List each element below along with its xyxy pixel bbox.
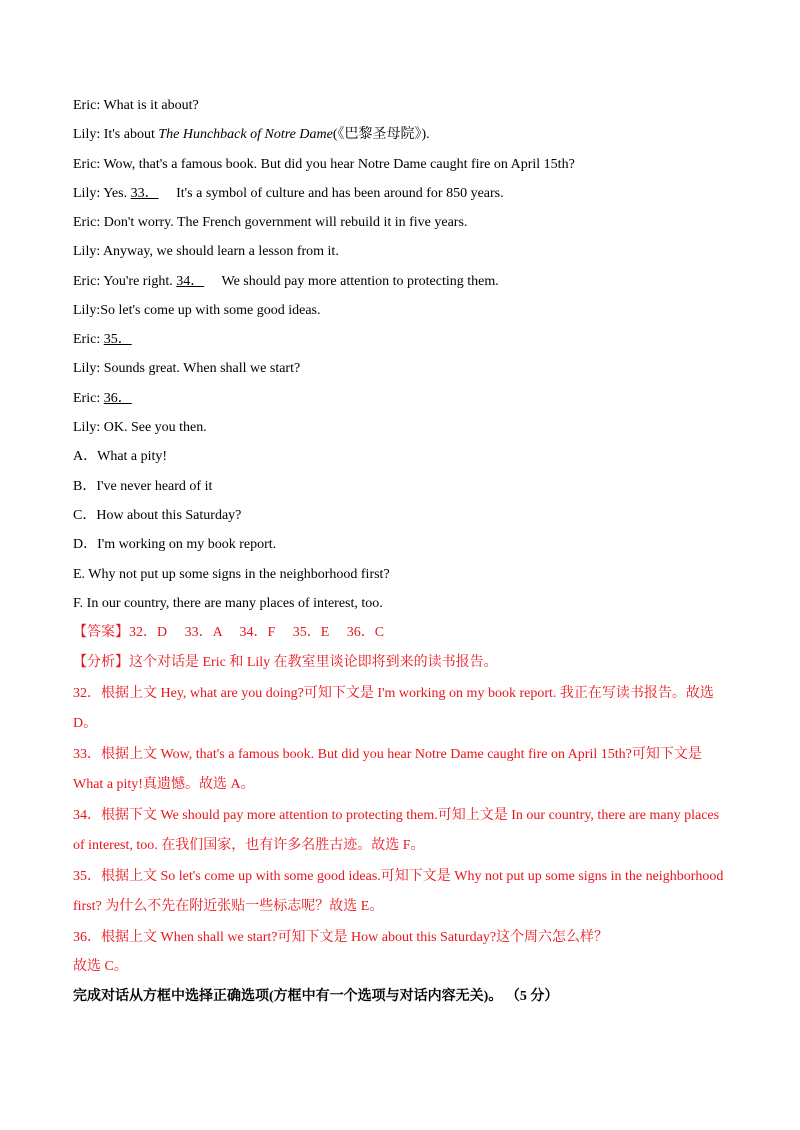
dialogue-line: Eric: 35．	[73, 331, 146, 349]
answer-blank: 33．	[130, 186, 159, 201]
explanation-32: 32．根据上文 Hey, what are you doing?可知下文是 I'm working on my book report. 我正在写读书报告。故选	[73, 686, 714, 701]
option-c: C．How about this Saturday?	[73, 508, 242, 523]
dialogue-line: Eric: You're right. 34． We should pay more attention to protecting them.	[73, 274, 499, 289]
explanation-36-cont: 故选 C。	[73, 959, 128, 974]
section-instruction: 完成对话从方框中选择正确选项(方框中有一个选项与对话内容无关)。 （5 分）	[73, 989, 559, 1004]
explanation-33-cont: What a pity!真遗憾。故选 A。	[73, 777, 255, 792]
explanation-36: 36．根据上文 When shall we start?可知下文是 How about this Saturday?这个周六怎么样？	[73, 930, 609, 945]
dialogue-line: Lily: It's about The Hunchback of Notre Dame(《巴黎圣母院》).	[73, 127, 430, 142]
dialogue-line: Lily: OK. See you then.	[73, 420, 207, 435]
explanation-33: 33．根据上文 Wow, that's a famous book. But did you hear Notre Dame caught fire on April 15th?可知下文是	[73, 747, 702, 762]
explanation-34: 34．根据下文 We should pay more attention to protecting them.可知上文是 In our country, there are many places	[73, 808, 720, 823]
explanation-34-cont: of interest, too. 在我们国家，也有许多名胜古迹。故选 F。	[73, 838, 425, 853]
explanation-32-cont: D。	[73, 716, 98, 731]
option-d: D．I'm working on my book report.	[73, 537, 277, 552]
dialogue-line: Lily: Anyway, we should learn a lesson from it.	[73, 244, 339, 259]
dialogue-line: Eric: Don't worry. The French government will rebuild it in five years.	[73, 215, 468, 230]
dialogue-line: Lily: Sounds great. When shall we start?	[73, 361, 301, 376]
answer-blank: 34．	[176, 274, 205, 289]
option-b: B．I've never heard of it	[73, 479, 213, 494]
dialogue-line: Lily:So let's come up with some good ideas.	[73, 303, 321, 318]
dialogue-line: Eric: 36．	[73, 390, 146, 408]
answer-blank: 36．	[103, 391, 132, 406]
dialogue-line: Lily: Yes. 33． It's a symbol of culture and has been around for 850 years.	[73, 186, 504, 201]
explanation-35-cont: first? 为什么不先在附近张贴一些标志呢？故选 E。	[73, 899, 384, 914]
answer-key: 【答案】32．D 33．A 34．F 35．E 36．C	[73, 625, 385, 640]
dialogue-line: Eric: Wow, that's a famous book. But did you hear Notre Dame caught fire on April 15th?	[73, 157, 575, 172]
dialogue-line: Eric: What is it about?	[73, 98, 199, 113]
book-title: The Hunchback of Notre Dame	[158, 127, 333, 142]
option-e: E. Why not put up some signs in the neighborhood first?	[73, 567, 390, 582]
explanation-35: 35．根据上文 So let's come up with some good ideas.可知下文是 Why not put up some signs in the neighborhood	[73, 869, 724, 884]
option-a: A．What a pity!	[73, 449, 168, 464]
analysis: 【分析】这个对话是 Eric 和 Lily 在教室里谈论即将到来的读书报告。	[73, 655, 498, 670]
option-f: F. In our country, there are many places of interest, too.	[73, 596, 383, 611]
answer-blank: 35．	[103, 332, 132, 347]
